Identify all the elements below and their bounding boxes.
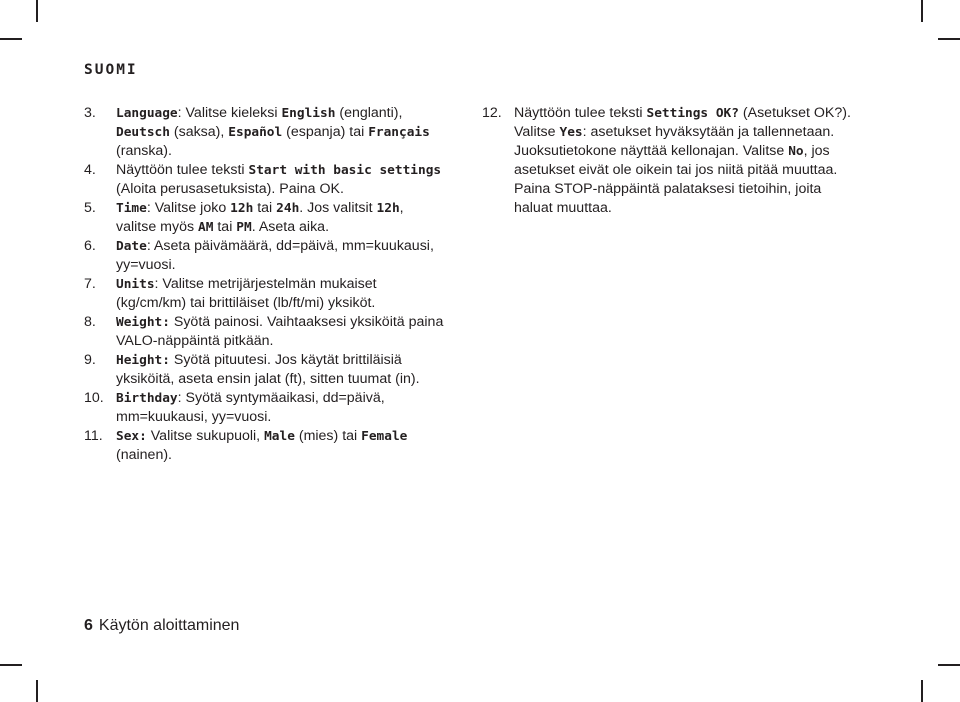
device-keyword: Birthday — [116, 391, 178, 406]
text-run: (Aloita perusasetuksista). Paina OK. — [116, 181, 344, 197]
device-keyword: English — [281, 106, 336, 121]
device-keyword: Language — [116, 106, 178, 121]
text-run: tai — [213, 219, 237, 235]
list-item — [84, 104, 444, 161]
crop-mark — [921, 0, 923, 22]
text-run: (englanti), — [335, 105, 403, 121]
text-run: . Aseta aika. — [251, 219, 330, 235]
text-run: : asetukset hyväksytään ja tallennetaan. Juoksutietokone näyttää kellonajan. Valitse — [514, 124, 835, 159]
device-keyword: Time — [116, 201, 147, 216]
text-run: (espanja) tai — [282, 124, 369, 140]
device-keyword: 24h — [276, 201, 300, 216]
device-keyword: 12h — [230, 201, 254, 216]
text-run: (mies) tai — [294, 428, 362, 444]
item-number: 11. — [84, 428, 103, 444]
chapter-title: Käytön aloittaminen — [98, 617, 240, 634]
text-run: : Valitse metrijärjestelmän mukaiset (kg/cm/km) tai brittiläiset (lb/ft/mi) yksiköt. — [116, 276, 377, 311]
text-run: tai — [253, 200, 277, 216]
device-keyword: Male — [264, 429, 295, 444]
list-item — [84, 237, 444, 275]
item-number: 8. — [84, 314, 96, 330]
item-text — [116, 390, 385, 425]
item-text — [116, 352, 420, 387]
item-number: 7. — [84, 276, 96, 292]
text-run: Näyttöön tulee teksti — [116, 162, 249, 178]
item-text — [116, 162, 441, 197]
list-item — [84, 427, 444, 465]
text-run: (saksa), — [169, 124, 229, 140]
device-keyword: Weight: — [116, 315, 170, 330]
list-item — [84, 351, 444, 389]
page-footer — [84, 617, 239, 635]
list-item — [84, 161, 444, 199]
crop-mark — [36, 0, 38, 22]
item-text — [116, 238, 434, 273]
device-keyword: Height: — [116, 353, 170, 368]
text-run: . Jos valitsit — [299, 200, 377, 216]
item-number: 5. — [84, 200, 96, 216]
item-number: 4. — [84, 162, 96, 178]
item-number: 9. — [84, 352, 96, 368]
device-keyword: Sex: — [116, 429, 147, 444]
list-item — [84, 275, 444, 313]
item-number: 6. — [84, 238, 96, 254]
text-run: , valitse myös — [116, 200, 404, 235]
item-text — [116, 428, 407, 463]
device-keyword: Yes — [559, 125, 583, 140]
device-keyword: Female — [361, 429, 408, 444]
item-number: 12. — [482, 105, 502, 121]
device-keyword: Français — [368, 125, 430, 140]
device-keyword: Date — [116, 239, 147, 254]
device-keyword: Deutsch — [116, 125, 170, 140]
item-text — [116, 105, 430, 159]
device-keyword: Start with basic settings — [248, 163, 442, 178]
item-text — [116, 200, 404, 235]
text-run: Näyttöön tulee teksti — [514, 105, 647, 121]
crop-mark — [938, 38, 960, 40]
list-item — [84, 199, 444, 237]
device-keyword: Settings OK? — [646, 106, 739, 121]
text-run: Syötä pituutesi. Jos käytät brittiläisiä yksiköitä, aseta ensin jalat (ft), sitten tuumat (in). — [116, 352, 420, 387]
text-run: Syötä painosi. Vaihtaaksesi yksiköitä paina VALO-näppäintä pitkään. — [116, 314, 444, 349]
crop-mark — [36, 680, 38, 702]
device-keyword: AM — [198, 220, 214, 235]
left-column — [84, 104, 444, 465]
crop-mark — [921, 680, 923, 702]
text-run: Valitse sukupuoli, — [146, 428, 265, 444]
section-header: SUOMI — [84, 62, 138, 78]
crop-mark — [0, 38, 22, 40]
device-keyword: 12h — [376, 201, 400, 216]
item-text — [116, 314, 443, 349]
right-column — [482, 104, 862, 218]
text-run: (nainen). — [116, 447, 172, 463]
text-run: (ranska). — [116, 143, 172, 159]
list-item — [84, 389, 444, 427]
crop-mark — [0, 664, 22, 666]
text-run: : Valitse joko — [146, 200, 231, 216]
text-run: : Aseta päivämäärä, dd=päivä, mm=kuukausi, yy=vuosi. — [116, 238, 434, 273]
page-number: 6 — [84, 617, 93, 634]
text-run: , jos asetukset eivät ole oikein tai jos niitä pitää muuttaa. Paina STOP-näppäintä palataksesi tietoihin, joita haluat muuttaa. — [514, 143, 838, 216]
device-keyword: PM — [236, 220, 252, 235]
device-keyword: Units — [116, 277, 155, 292]
item-text — [116, 276, 377, 311]
device-keyword: Español — [228, 125, 283, 140]
item-number: 10. — [84, 390, 104, 406]
list-item — [84, 313, 444, 351]
text-run: : Syötä syntymäaikasi, dd=päivä, mm=kuukausi, yy=vuosi. — [116, 390, 385, 425]
text-run: (Asetukset OK?). Valitse — [514, 105, 851, 140]
device-keyword: No — [788, 144, 804, 159]
text-run: : Valitse kieleksi — [177, 105, 282, 121]
item-number: 3. — [84, 105, 96, 121]
item-text — [514, 105, 851, 216]
crop-mark — [938, 664, 960, 666]
list-item — [482, 104, 862, 218]
